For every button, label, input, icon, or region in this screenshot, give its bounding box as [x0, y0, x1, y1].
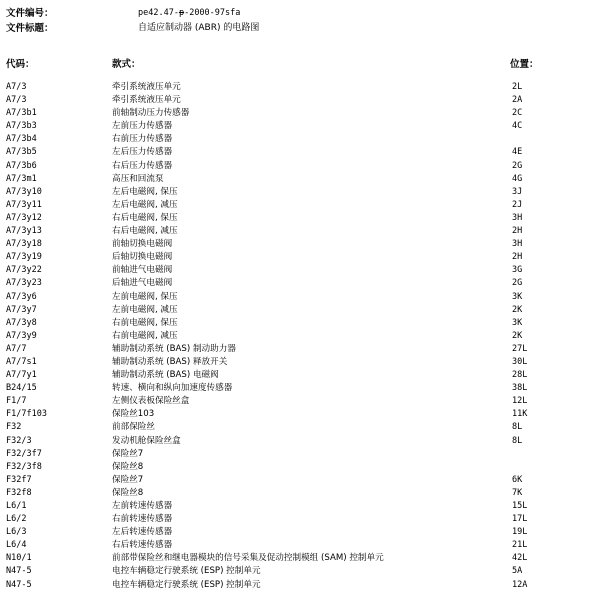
component-position: 3K	[512, 291, 523, 302]
table-row	[0, 225, 606, 238]
component-position: 2H	[512, 226, 523, 237]
component-code: A7/3y9	[6, 330, 37, 341]
table-row	[0, 539, 606, 552]
table-row	[0, 474, 606, 487]
component-code: A7/3y18	[6, 239, 42, 250]
component-description: 高压和回流泵	[112, 173, 164, 184]
component-description: 左后电磁阀, 保压	[112, 186, 178, 197]
component-code: A7/3y7	[6, 304, 37, 315]
doc-title-label: 文件标题：	[6, 23, 54, 34]
component-code: F32f7	[6, 474, 32, 485]
component-description: 电控车辆稳定行驶系统 (ESP) 控制单元	[112, 579, 261, 590]
component-description: 保险丝8	[112, 461, 144, 472]
component-position: 27L	[512, 343, 528, 354]
table-row	[0, 356, 606, 369]
component-description: 前轴制动压力传感器	[112, 108, 190, 119]
component-code: A7/7y1	[6, 370, 37, 381]
component-position: 38L	[512, 383, 528, 394]
component-position: 11K	[512, 409, 528, 420]
component-position: 4E	[512, 147, 523, 158]
component-code: L6/4	[6, 540, 27, 551]
table-row	[0, 238, 606, 251]
component-list	[0, 81, 606, 592]
component-code: A7/3b6	[6, 160, 37, 171]
component-description: 辅助制动系统 (BAS) 电磁阀	[112, 370, 219, 381]
component-description: 电控车辆稳定行驶系统 (ESP) 控制单元	[112, 566, 261, 577]
component-position: 2J	[512, 199, 523, 210]
table-row	[0, 199, 606, 212]
column-header-model: 款式：	[112, 59, 141, 70]
component-position: 8L	[512, 422, 523, 433]
component-description: 牵引系统液压单元	[112, 95, 181, 106]
component-position: 7K	[512, 487, 523, 498]
component-position: 2G	[512, 160, 523, 171]
table-row	[0, 448, 606, 461]
component-code: A7/3y10	[6, 186, 42, 197]
table-row	[0, 120, 606, 133]
table-row	[0, 552, 606, 565]
component-description: 左侧仪表板保险丝盒	[112, 396, 190, 407]
table-row	[0, 421, 606, 434]
component-position: 21L	[512, 540, 528, 551]
component-code: A7/3y13	[6, 226, 42, 237]
component-description: 右后压力传感器	[112, 160, 173, 171]
column-header-code: 代码：	[6, 59, 35, 70]
component-code: A7/3b1	[6, 108, 37, 119]
table-row	[0, 212, 606, 225]
component-description: 左后转速传感器	[112, 527, 173, 538]
component-code: A7/3b4	[6, 134, 37, 145]
component-description: 左前电磁阀, 保压	[112, 291, 178, 302]
table-row	[0, 81, 606, 94]
component-code: L6/1	[6, 501, 27, 511]
table-row	[0, 343, 606, 356]
component-description: 前轴切换电磁阀	[112, 239, 173, 250]
component-description: 牵引系统液压单元	[112, 82, 181, 92]
table-row	[0, 382, 606, 395]
component-description: 保险丝8	[112, 487, 144, 498]
component-description: 前部保险丝	[112, 422, 155, 433]
component-code: N10/1	[6, 553, 32, 564]
component-code: A7/3y19	[6, 252, 42, 263]
component-position: 3K	[512, 317, 523, 328]
component-code: A7/3	[6, 82, 27, 92]
doc-number-part: -2000-97sfa	[184, 8, 241, 18]
component-code: F32/3f8	[6, 461, 42, 472]
component-description: 辅助制动系统 (BAS) 释放开关	[112, 356, 228, 367]
component-position: 3H	[512, 212, 523, 223]
component-code: F32f8	[6, 487, 32, 498]
component-position: 2K	[512, 330, 523, 341]
table-row	[0, 291, 606, 304]
table-row	[0, 133, 606, 146]
table-row	[0, 408, 606, 421]
component-description: 保险丝103	[112, 409, 155, 420]
component-code: A7/3y22	[6, 265, 42, 276]
table-row	[0, 107, 606, 120]
component-description: 保险丝7	[112, 474, 144, 485]
component-description: 前部带保险丝和继电器模块的信号采集及促动控制模组 (SAM) 控制单元	[112, 553, 384, 564]
table-row	[0, 304, 606, 317]
component-position: 6K	[512, 474, 523, 485]
component-description: 辅助制动系统 (BAS) 制动助力器	[112, 343, 236, 354]
component-description: 左前电磁阀, 减压	[112, 304, 178, 315]
table-row	[0, 369, 606, 382]
table-row	[0, 277, 606, 290]
component-position: 12L	[512, 396, 528, 407]
table-row	[0, 513, 606, 526]
table-row	[0, 94, 606, 107]
doc-title-value: 自适应制动器 (ABR) 的电路图	[138, 23, 260, 33]
component-code: L6/3	[6, 527, 27, 538]
component-position: 28L	[512, 370, 528, 381]
component-description: 右前电磁阀, 减压	[112, 330, 178, 341]
component-code: B24/15	[6, 383, 37, 394]
component-position: 2A	[512, 95, 523, 106]
table-row	[0, 435, 606, 448]
component-position: 15L	[512, 501, 528, 511]
component-code: A7/3b5	[6, 147, 37, 158]
component-code: A7/3y23	[6, 278, 42, 289]
component-position: 3J	[512, 186, 523, 197]
component-description: 后轴切换电磁阀	[112, 252, 173, 263]
component-position: 30L	[512, 356, 528, 367]
component-code: F32	[6, 422, 22, 433]
component-description: 后轴进气电磁阀	[112, 278, 173, 289]
table-row	[0, 487, 606, 500]
component-description: 左前转速传感器	[112, 501, 173, 511]
component-code: A7/3y12	[6, 212, 42, 223]
table-row	[0, 251, 606, 264]
component-code: A7/3y8	[6, 317, 37, 328]
component-code: L6/2	[6, 514, 27, 525]
component-code: A7/7	[6, 343, 27, 354]
component-position: 2K	[512, 304, 523, 315]
component-code: N47-5	[6, 566, 32, 577]
component-code: A7/3y6	[6, 291, 37, 302]
component-code: F1/7f103	[6, 409, 47, 420]
table-row	[0, 461, 606, 474]
table-row	[0, 146, 606, 159]
doc-number-part: pe42.47-	[138, 8, 179, 18]
component-code: N47-5	[6, 579, 32, 590]
component-description: 左后电磁阀, 减压	[112, 199, 178, 210]
component-description: 右后转速传感器	[112, 540, 173, 551]
component-description: 右后电磁阀, 减压	[112, 226, 178, 237]
component-position: 3H	[512, 239, 523, 250]
component-position: 12A	[512, 579, 528, 590]
component-code: A7/7s1	[6, 356, 37, 367]
table-row	[0, 160, 606, 173]
component-position: 4C	[512, 121, 523, 132]
table-row	[0, 395, 606, 408]
component-description: 右前转速传感器	[112, 514, 173, 525]
component-description: 保险丝7	[112, 448, 144, 459]
table-row	[0, 565, 606, 578]
table-row	[0, 317, 606, 330]
component-description: 左后压力传感器	[112, 147, 173, 158]
table-row	[0, 173, 606, 186]
component-code: F32/3f7	[6, 448, 42, 459]
component-position: 2H	[512, 252, 523, 263]
component-position: 8L	[512, 435, 523, 446]
component-description: 右后电磁阀, 保压	[112, 212, 178, 223]
component-code: A7/3b3	[6, 121, 37, 132]
component-position: 19L	[512, 527, 528, 538]
component-position: 42L	[512, 553, 528, 564]
column-header-position: 位置：	[510, 59, 539, 70]
component-description: 右前压力传感器	[112, 134, 173, 145]
component-code: A7/3m1	[6, 173, 37, 184]
table-row	[0, 526, 606, 539]
table-row	[0, 579, 606, 592]
component-position: 2L	[512, 82, 523, 92]
component-description: 转速、横向和纵向加速度传感器	[112, 383, 233, 394]
table-row	[0, 264, 606, 277]
component-description: 左前压力传感器	[112, 121, 173, 132]
doc-number-label: 文件编号：	[6, 8, 54, 19]
component-code: A7/3y11	[6, 199, 42, 210]
component-position: 17L	[512, 514, 528, 525]
component-code: F1/7	[6, 396, 27, 407]
doc-number-struck-part: p	[178, 8, 185, 18]
component-description: 前轴进气电磁阀	[112, 265, 173, 276]
component-position: 3G	[512, 265, 523, 276]
table-row	[0, 500, 606, 513]
component-position: 4G	[512, 173, 523, 184]
component-description: 右前电磁阀, 保压	[112, 317, 178, 328]
table-row	[0, 186, 606, 199]
component-position: 2C	[512, 108, 523, 119]
table-row	[0, 330, 606, 343]
component-code: A7/3	[6, 95, 27, 106]
doc-number-value	[138, 7, 240, 20]
component-position: 5A	[512, 566, 523, 577]
component-code: F32/3	[6, 435, 32, 446]
component-description: 发动机舱保险丝盒	[112, 435, 181, 446]
component-position: 2G	[512, 278, 523, 289]
